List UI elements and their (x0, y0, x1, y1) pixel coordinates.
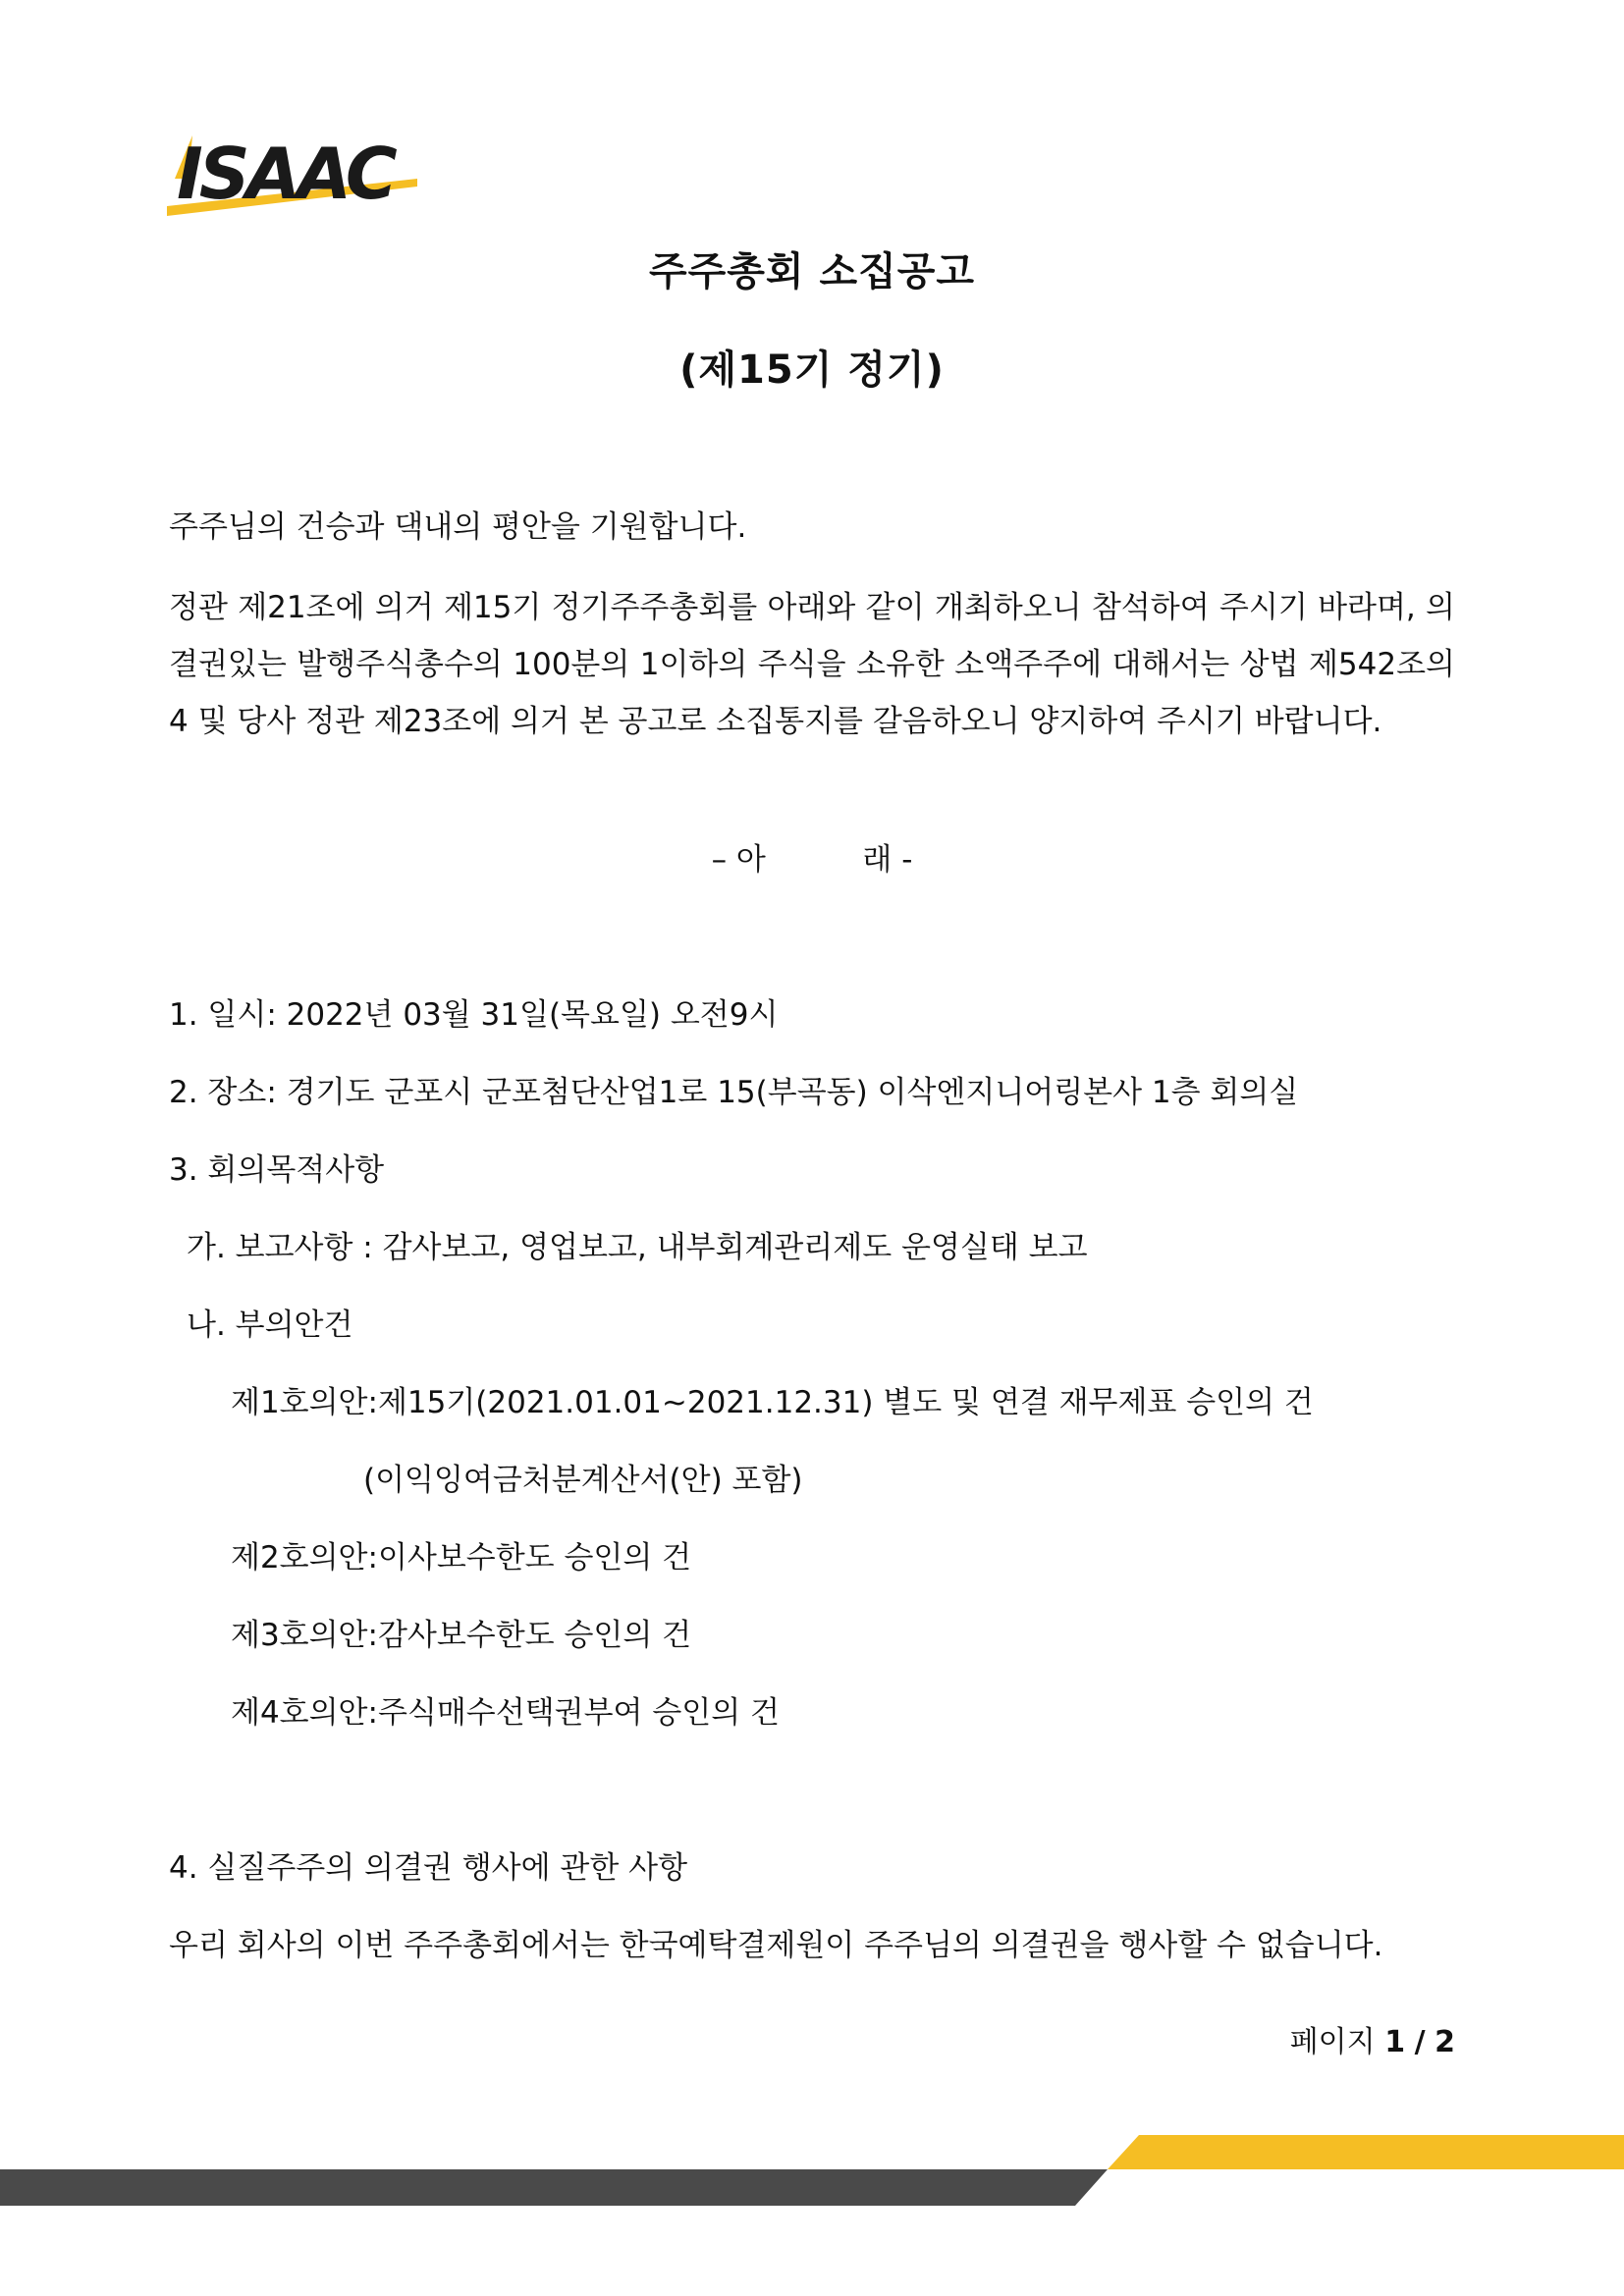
voting-text: 우리 회사의 이번 주주총회에서는 한국예탁결제원이 주주님의 의결권을 행사할 수 없습니다. (169, 1928, 1383, 1963)
greeting-text: 주주님의 건승과 댁내의 평안을 기원합니다. (169, 509, 747, 545)
page-label: 페이지 (1289, 2025, 1376, 2059)
voting-heading: 4. 실질주주의 의결권 행사에 관한 사항 (169, 1850, 688, 1886)
agenda-item-1-note: (이익잉여금처분계산서(안) 포함) (363, 1463, 803, 1498)
agenda-item-3: 제3호의안:감사보수한도 승인의 건 (231, 1618, 692, 1653)
footer-band (0, 2135, 1624, 2296)
document-subtitle: (제15기 정기) (679, 347, 945, 393)
purpose-heading: 3. 회의목적사항 (169, 1152, 385, 1188)
report-items: 가. 보고사항 : 감사보고, 영업보고, 내부회계관리제도 운영실태 보고 (187, 1230, 1088, 1265)
page-current: 1 (1384, 2025, 1406, 2059)
document-title: 주주총회 소집공고 (648, 249, 976, 294)
meeting-place: 2. 장소: 경기도 군포시 군포첨단산업1로 15(부곡동) 이삭엔지니어링본사 1층 회의실 (169, 1075, 1299, 1110)
page-number (1290, 2017, 1455, 2060)
footer-yellow-stripe (1108, 2135, 1624, 2169)
section-separator: – 아 래 - (711, 842, 913, 878)
page-separator: / (1414, 2025, 1426, 2059)
resolution-heading: 나. 부의안건 (187, 1308, 353, 1343)
isaac-logo (167, 118, 422, 216)
footer-gray-stripe (0, 2169, 1108, 2206)
page-total: 2 (1435, 2025, 1455, 2059)
agenda-item-1: 제1호의안:제15기(2021.01.01~2021.12.31) 별도 및 연결 재무제표 승인의 건 (231, 1385, 1314, 1420)
agenda-item-4: 제4호의안:주식매수선택권부여 승인의 건 (231, 1695, 780, 1731)
meeting-date: 1. 일시: 2022년 03월 31일(목요일) 오전9시 (169, 997, 779, 1033)
intro-paragraph: 정관 제21조에 의거 제15기 정기주주총회를 아래와 같이 개최하오니 참석하여 주시기 바라며, 의결권있는 발행주식총수의 100분의 1이하의 주식을 소유한 소액주주에 대해서는 상법 제542조의4 및 당사 정관 제23조에 의거 본 공고로 소집통지를 갈음하오니 양지하여 주시기 바랍니다. (169, 590, 1455, 739)
logo-text: ISAAC (177, 133, 394, 215)
agenda-item-2: 제2호의안:이사보수한도 승인의 건 (231, 1540, 692, 1575)
